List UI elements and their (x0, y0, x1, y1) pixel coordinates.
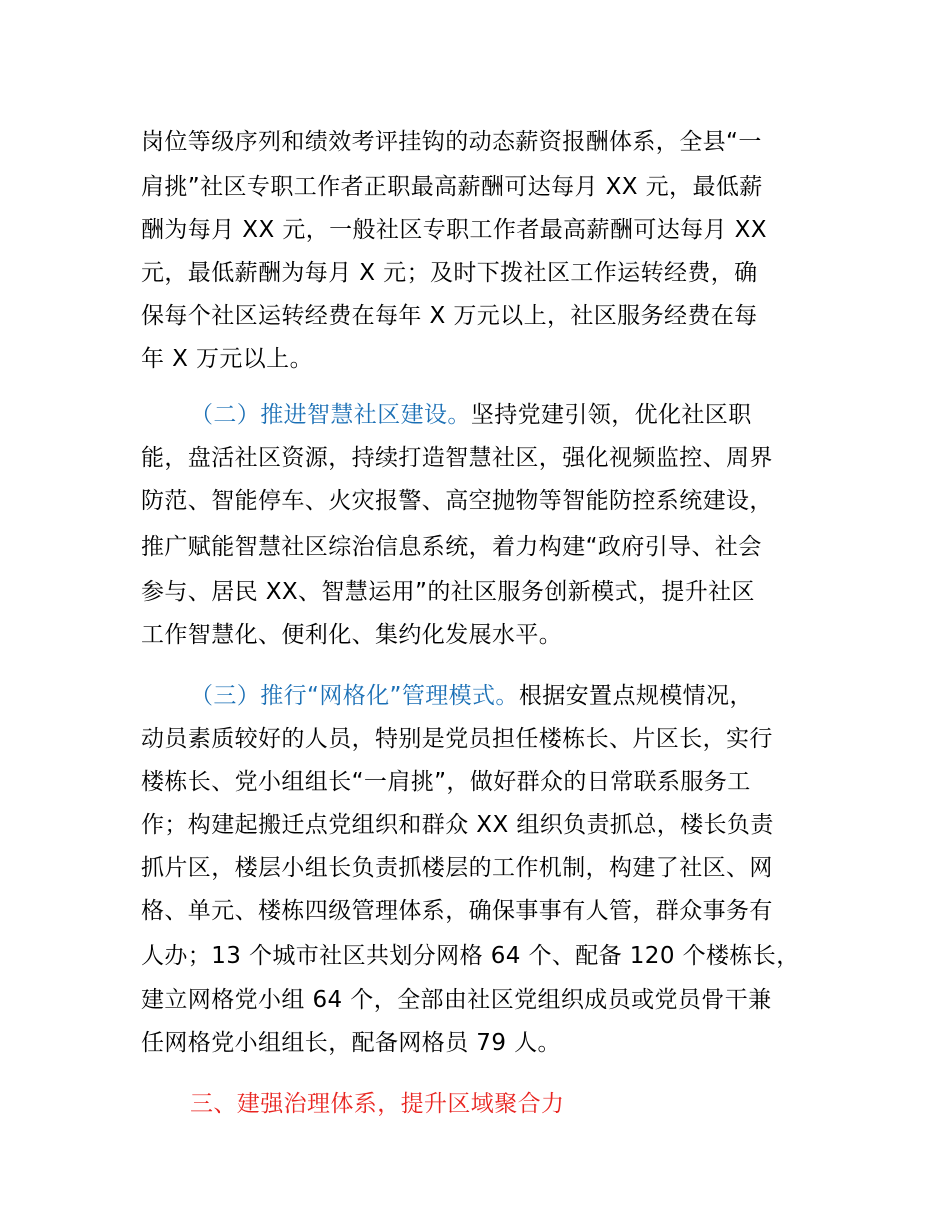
para1-line-2: 肩挑”社区专职工作者正职最高薪酬可达每月 XX 元，最低薪 (141, 174, 763, 200)
para3-line-5: 抓片区，楼层小组长负责抓楼层的工作机制，构建了社区、网 (141, 855, 773, 881)
para1-line-4: 元，最低薪酬为每月 X 元；及时下拨社区工作运转经费，确 (141, 260, 758, 286)
para3-line-8: 建立网格党小组 64 个，全部由社区党组织成员或党员骨干兼 (141, 987, 772, 1013)
para2-line-1 (190, 398, 752, 432)
para3-line-7: 人办；13 个城市社区共划分网格 64 个、配备 120 个楼栋长， (141, 943, 800, 969)
para2-line-3: 防范、智能停车、火灾报警、高空抛物等智能防控系统建设， (141, 488, 773, 514)
para3-line-2: 动员素质较好的人员，特别是党员担任楼栋长、片区长，实行 (141, 726, 773, 752)
para2-line-4: 推广赋能智慧社区综治信息系统，着力构建“政府引导、社会 (141, 534, 762, 560)
para3-line-1 (190, 679, 753, 713)
para3-line-6: 格、单元、楼栋四级管理体系，确保事事有人管，群众事务有 (141, 898, 773, 924)
para1-line-5: 保每个社区运转经费在每年 X 万元以上，社区服务经费在每 (141, 303, 758, 329)
para2-line-5: 参与、居民 XX、智慧运用”的社区服务创新模式，提升社区 (141, 579, 755, 605)
para2-line-6: 工作智慧化、便利化、集约化发展水平。 (141, 622, 563, 648)
para3-first-line-rest: 根据安置点规模情况， (518, 683, 753, 709)
para1-line-6: 年 X 万元以上。 (141, 346, 313, 372)
section3-title: 三、建强治理体系，提升区域聚合力 (190, 1091, 565, 1117)
para3-line-4: 作；构建起搬迁点党组织和群众 XX 组织负责抓总，楼长负责 (141, 812, 774, 838)
para2-heading: （二）推进智慧社区建设。 (190, 402, 471, 428)
para2-line-2: 能，盘活社区资源，持续打造智慧社区，强化视频监控、周界 (141, 445, 773, 471)
para1-line-3: 酬为每月 XX 元，一般社区专职工作者最高薪酬可达每月 XX (141, 217, 767, 243)
para3-heading: （三）推行“网格化”管理模式。 (190, 683, 519, 709)
para3-line-3: 楼栋长、党小组组长“一肩挑”，做好群众的日常联系服务工 (141, 769, 751, 795)
para2-first-line-rest: 坚持党建引领，优化社区职 (470, 402, 752, 428)
para1-line-1: 岗位等级序列和绩效考评挂钩的动态薪资报酬体系，全县“一 (141, 129, 762, 155)
para3-line-9: 任网格党小组组长，配备网格员 79 人。 (141, 1030, 561, 1056)
